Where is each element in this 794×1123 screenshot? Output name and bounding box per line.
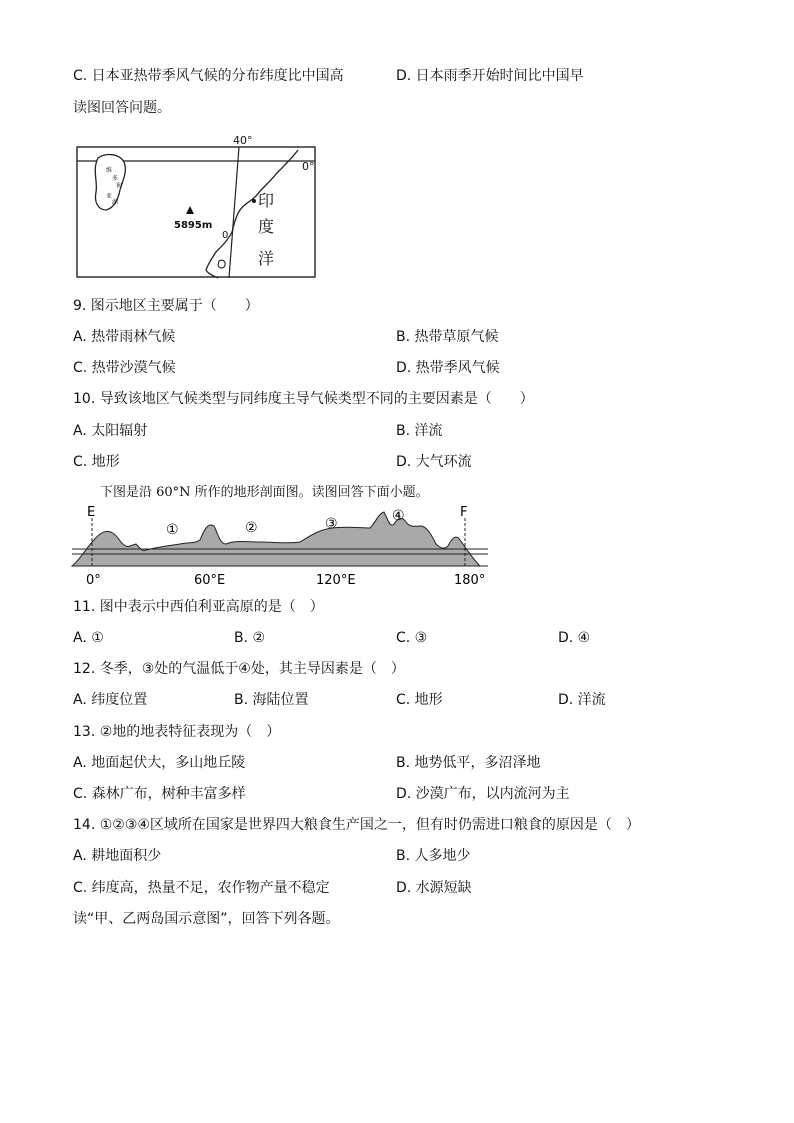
q11-option-a[interactable]: A. ① — [73, 630, 104, 646]
marker-1: ① — [166, 522, 179, 538]
q9-option-c[interactable]: C. 热带沙漠气候 — [73, 360, 176, 376]
q12-option-d[interactable]: D. 洋流 — [558, 692, 606, 708]
peak-icon — [186, 206, 194, 214]
f-label: F — [460, 505, 468, 520]
q10-option-d[interactable]: D. 大气环流 — [396, 454, 472, 470]
island-label: 0 — [222, 230, 229, 241]
q13-option-b[interactable]: B. 地势低平，多沼泽地 — [396, 755, 541, 771]
q9-option-d[interactable]: D. 热带季风气候 — [396, 360, 500, 376]
q14-option-a[interactable]: A. 耕地面积少 — [73, 848, 162, 864]
lake-char-3: 利 — [116, 183, 123, 190]
lake-char-1: 维 — [106, 167, 113, 174]
q11-option-d[interactable]: D. ④ — [558, 630, 591, 646]
lake-char-4: 亚 — [106, 193, 113, 200]
q12-option-a[interactable]: A. 纬度位置 — [73, 692, 148, 708]
lake-char-2: 多 — [112, 175, 119, 182]
q9-option-a[interactable]: A. 热带雨林气候 — [73, 329, 176, 345]
q10-stem: 10. 导致该地区气候类型与同纬度主导气候类型不同的主要因素是（ ） — [73, 391, 534, 407]
outro-text: 读“甲、乙两岛国示意图”，回答下列各题。 — [73, 911, 340, 927]
q13-option-c[interactable]: C. 森林广布，树种丰富多样 — [73, 786, 246, 802]
q14-stem: 14. ①②③④区域所在国家是世界四大粮食生产国之一，但有时仍需进口粮食的原因是（ ） — [73, 817, 640, 833]
tick-60e: 60°E — [194, 573, 226, 588]
intro-text: 读图回答问题。 — [73, 100, 171, 116]
q11-option-c[interactable]: C. ③ — [396, 630, 428, 646]
tick-0: 0° — [86, 573, 101, 588]
profile-caption: 下图是沿 60°N 所作的地形剖面图。读图回答下面小题。 — [100, 485, 429, 500]
marker-4: ④ — [392, 508, 405, 524]
tick-180: 180° — [454, 573, 486, 588]
q13-stem: 13. ②地的地表特征表现为（ ） — [73, 724, 281, 740]
peak-elevation-label: 5895m — [174, 220, 213, 231]
terrain-profile — [70, 504, 490, 590]
ocean-char-1: 印 — [258, 191, 275, 210]
coastal-city-dot — [252, 199, 256, 203]
q11-option-b[interactable]: B. ② — [234, 630, 266, 646]
marker-3: ③ — [325, 516, 338, 532]
lake-char-5: 湖 — [112, 199, 119, 206]
q10-option-b[interactable]: B. 洋流 — [396, 423, 443, 439]
q11-stem: 11. 图中表示中西伯利亚高原的是（ ） — [73, 599, 324, 615]
q12-option-c[interactable]: C. 地形 — [396, 692, 443, 708]
q13-option-d[interactable]: D. 沙漠广布，以内流河为主 — [396, 786, 570, 802]
q10-option-a[interactable]: A. 太阳辐射 — [73, 423, 148, 439]
ocean-char-2: 度 — [258, 217, 275, 236]
terrain-shape — [72, 512, 480, 566]
e-label: E — [87, 505, 96, 520]
east-africa-map — [76, 130, 320, 280]
option-d-prev: D. 日本雨季开始时间比中国早 — [396, 68, 584, 84]
q12-stem: 12. 冬季，③处的气温低于④处，其主导因素是（ ） — [73, 661, 405, 677]
q14-option-b[interactable]: B. 人多地少 — [396, 848, 471, 864]
q12-option-b[interactable]: B. 海陆位置 — [234, 692, 309, 708]
lat-40-label: 40° — [233, 134, 253, 147]
q14-option-c[interactable]: C. 纬度高，热量不足，农作物产量不稳定 — [73, 880, 330, 896]
q14-option-d[interactable]: D. 水源短缺 — [396, 880, 472, 896]
q13-option-a[interactable]: A. 地面起伏大，多山地丘陵 — [73, 755, 246, 771]
equator-label: 0° — [302, 160, 315, 173]
option-c-prev: C. 日本亚热带季风气候的分布纬度比中国高 — [73, 68, 344, 84]
ocean-char-3: 洋 — [258, 249, 275, 268]
coastline-shape — [206, 150, 298, 278]
tick-120e: 120°E — [316, 573, 356, 588]
meridian-40-line — [229, 147, 239, 278]
q10-option-c[interactable]: C. 地形 — [73, 454, 120, 470]
q9-option-b[interactable]: B. 热带草原气候 — [396, 329, 499, 345]
q9-stem: 9. 图示地区主要属于（ ） — [73, 298, 259, 314]
island-shape — [218, 260, 225, 268]
marker-2: ② — [245, 520, 258, 536]
